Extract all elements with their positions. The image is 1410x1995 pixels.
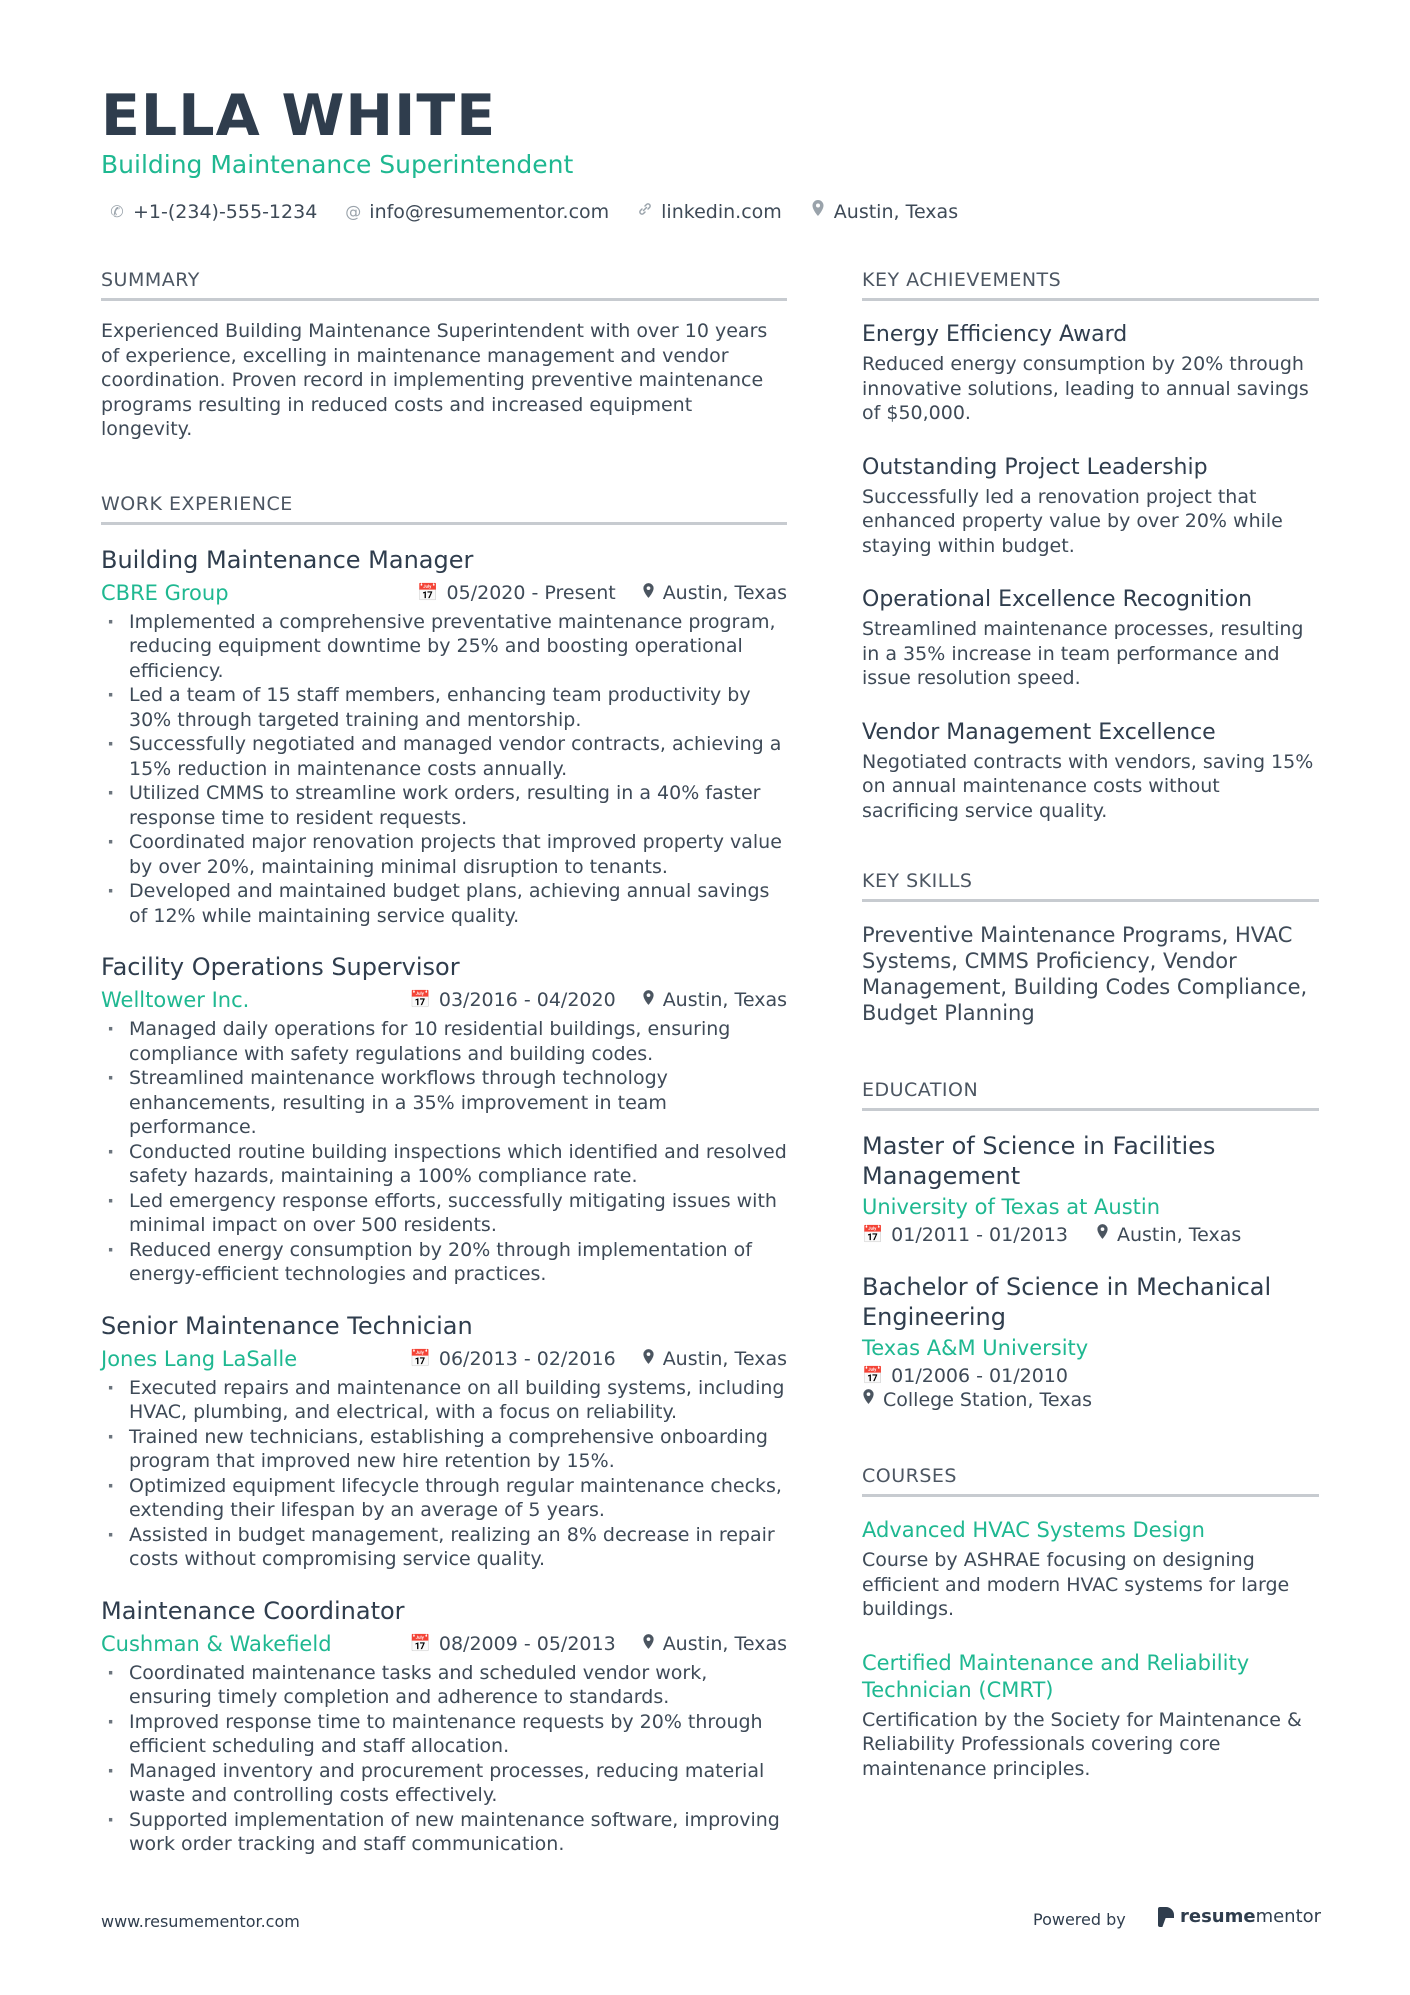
job-dates (410, 1633, 616, 1655)
skills-text: Preventive Maintenance Programs, HVAC Systems, CMMS Proficiency, Vendor Management, Building Codes Compliance, Budget Planning (862, 923, 1308, 1025)
job-bullets (101, 1017, 787, 1287)
job-location (642, 1348, 787, 1370)
education-location (862, 1388, 1319, 1412)
contact-email[interactable] (345, 199, 609, 224)
job-meta (101, 579, 787, 607)
job-bullet: · Executed repairs and maintenance on all building systems, including HVAC, plumbing, and electrical, with a focus on reliability. (101, 1376, 787, 1425)
contact-location-text: Austin, Texas (833, 200, 959, 223)
calendar-icon: 📅 (409, 990, 431, 1010)
location-pin-icon (862, 1388, 875, 1412)
location-pin-icon (642, 582, 655, 604)
achievement-title: Energy Efficiency Award (862, 322, 1128, 347)
candidate-name: ELLA WHITE (101, 83, 497, 149)
summary-heading: SUMMARY (101, 268, 787, 301)
location-pin-icon (1096, 1223, 1109, 1248)
job-title: Senior Maintenance Technician (101, 1311, 473, 1340)
job-bullets (101, 610, 787, 929)
phone-icon: ✆ (110, 201, 124, 221)
job-bullet: · Coordinated maintenance tasks and scheduled vendor work, ensuring timely completion and adherence to standards. (101, 1661, 787, 1710)
job-company: Welltower Inc. (101, 988, 250, 1012)
job-bullet: · Led a team of 15 staff members, enhancing team productivity by 30% through targeted training and mentorship. (101, 683, 787, 732)
job-dates (417, 582, 615, 604)
job-entry (101, 1311, 787, 1572)
powered-by-label: Powered by (1033, 1910, 1126, 1929)
location-pin-icon (642, 1348, 655, 1370)
location-pin-icon (642, 1633, 655, 1655)
job-location-text: Austin, Texas (662, 581, 787, 604)
footer-url[interactable]: www.resumementor.com (101, 1912, 300, 1931)
candidate-title: Building Maintenance Superintendent (101, 150, 574, 179)
job-dates-text: 08/2009 - 05/2013 (438, 1632, 616, 1655)
job-bullet: · Coordinated major renovation projects that improved property value by over 20%, maintaining minimal disruption to tenants. (101, 830, 787, 879)
education-degree: Master of Science in Facilities Management (862, 1132, 1216, 1190)
job-dates-text: 03/2016 - 04/2020 (438, 989, 616, 1011)
education-dates-text: 01/2006 - 01/2010 (891, 1365, 1068, 1387)
education-dates (862, 1364, 1319, 1388)
achievement-desc: Streamlined maintenance processes, resulting in a 35% increase in team performance and issue resolution speed. (862, 618, 1304, 689)
course-title: Certified Maintenance and Reliability Technician (CMRT) (862, 1650, 1250, 1702)
job-bullet: · Supported implementation of new maintenance software, improving work order tracking and staff communication. (101, 1808, 787, 1857)
job-bullet: · Implemented a comprehensive preventative maintenance program, reducing equipment downtime by 25% and boosting operational efficiency. (101, 610, 787, 684)
contact-phone-text: +1-(234)-555-1234 (133, 200, 318, 223)
job-bullet: · Assisted in budget management, realizing an 8% decrease in repair costs without compromising service quality. (101, 1523, 787, 1572)
job-company: CBRE Group (101, 580, 229, 605)
achievement-item (862, 719, 1319, 824)
calendar-icon: 📅 (862, 1366, 884, 1386)
contact-phone (109, 199, 317, 224)
brand-mark-icon (1158, 1907, 1174, 1927)
job-bullet: · Led emergency response efforts, successfully mitigating issues with minimal impact on over 500 residents. (101, 1189, 787, 1238)
course-desc: Course by ASHRAE focusing on designing efficient and modern HVAC systems for large buildings. (862, 1549, 1290, 1620)
work-experience-heading: WORK EXPERIENCE (101, 492, 787, 525)
education-heading: EDUCATION (862, 1078, 1319, 1111)
education-meta (862, 1364, 1319, 1412)
achievement-desc: Reduced energy consumption by 20% through innovative solutions, leading to annual savings of $50,000. (862, 353, 1309, 424)
contact-linkedin-text[interactable]: linkedin.com (661, 200, 782, 223)
education-school: University of Texas at Austin (862, 1195, 1161, 1219)
education-item (862, 1131, 1319, 1248)
job-company: Jones Lang LaSalle (101, 1346, 298, 1371)
job-dates-text: 05/2020 - Present (446, 581, 616, 604)
key-skills-heading: KEY SKILLS (862, 869, 1319, 902)
calendar-icon: 📅 (409, 1348, 431, 1369)
left-column (101, 268, 787, 1857)
at-icon: @ (345, 201, 362, 221)
education-location (1096, 1223, 1241, 1248)
job-bullet: · Improved response time to maintenance requests by 20% through efficient scheduling and staff allocation. (101, 1710, 787, 1759)
job-meta (101, 986, 787, 1014)
achievement-item (862, 586, 1319, 691)
job-location-text: Austin, Texas (662, 989, 787, 1011)
achievement-title: Vendor Management Excellence (862, 719, 1216, 745)
education-dates-text: 01/2011 - 01/2013 (891, 1224, 1068, 1246)
job-location-text: Austin, Texas (662, 1347, 787, 1370)
education-meta (862, 1223, 1319, 1248)
achievement-title: Outstanding Project Leadership (862, 454, 1208, 480)
job-bullet: · Developed and maintained budget plans, achieving annual savings of 12% while maintaining service quality. (101, 879, 787, 928)
calendar-icon: 📅 (409, 1633, 431, 1654)
achievement-item (862, 321, 1319, 426)
job-dates (410, 989, 616, 1011)
education-dates (862, 1223, 1068, 1248)
courses-heading: COURSES (862, 1464, 1319, 1497)
education-location-text: College Station, Texas (883, 1389, 1093, 1411)
job-bullets (101, 1376, 787, 1572)
job-entry (101, 1596, 787, 1857)
contact-bar (109, 199, 958, 224)
job-bullet: · Successfully negotiated and managed vendor contracts, achieving a 15% reduction in maintenance costs annually. (101, 732, 787, 781)
job-meta (101, 1345, 787, 1373)
job-bullet: · Utilized CMMS to streamline work orders, resulting in a 40% faster response time to resident requests. (101, 781, 787, 830)
achievement-title: Operational Excellence Recognition (862, 587, 1253, 612)
job-bullet: · Streamlined maintenance workflows through technology enhancements, resulting in a 35% improvement in team performance. (101, 1066, 787, 1140)
job-dates (410, 1348, 616, 1370)
contact-linkedin[interactable] (637, 199, 782, 224)
education-item (862, 1272, 1319, 1412)
job-bullet: · Conducted routine building inspections which identified and resolved safety hazards, maintaining a 100% compliance rate. (101, 1140, 787, 1189)
job-entry (101, 545, 787, 929)
job-company: Cushman & Wakefield (101, 1631, 332, 1656)
location-pin-icon (810, 199, 826, 224)
key-achievements-heading: KEY ACHIEVEMENTS (862, 268, 1319, 301)
course-item (862, 1650, 1319, 1782)
link-icon (637, 200, 653, 224)
course-item (862, 1517, 1319, 1622)
job-bullet: · Managed inventory and procurement processes, reducing material waste and controlling costs effectively. (101, 1759, 787, 1808)
course-desc: Certification by the Society for Maintenance & Reliability Professionals covering core maintenance principles. (862, 1708, 1302, 1780)
job-meta (101, 1630, 787, 1658)
job-title: Maintenance Coordinator (101, 1596, 405, 1625)
job-entry (101, 952, 787, 1287)
brand-name: resumementor (1180, 1906, 1322, 1927)
contact-email-text[interactable]: info@resumementor.com (369, 200, 610, 223)
education-school: Texas A&M University (862, 1336, 1089, 1360)
job-bullets (101, 1661, 787, 1857)
job-dates-text: 06/2013 - 02/2016 (438, 1347, 616, 1370)
job-location-text: Austin, Texas (662, 1632, 787, 1655)
brand-logo[interactable] (1158, 1906, 1321, 1927)
achievement-item (862, 454, 1319, 559)
achievement-desc: Negotiated contracts with vendors, saving 15% on annual maintenance costs without sacrificing service quality. (862, 750, 1314, 822)
job-bullet: · Trained new technicians, establishing a comprehensive onboarding program that improved new hire retention by 15%. (101, 1425, 787, 1474)
job-bullet: · Reduced energy consumption by 20% through implementation of energy-efficient technologies and practices. (101, 1238, 787, 1287)
calendar-icon: 📅 (417, 582, 439, 603)
education-degree: Bachelor of Science in Mechanical Engineering (862, 1273, 1272, 1331)
contact-location (810, 199, 958, 224)
calendar-icon: 📅 (862, 1225, 884, 1245)
job-title: Building Maintenance Manager (101, 545, 474, 574)
job-location (642, 989, 787, 1011)
job-location (642, 582, 787, 604)
job-bullet: · Optimized equipment lifecycle through regular maintenance checks, extending their lifespan by an average of 5 years. (101, 1474, 787, 1523)
job-bullet: · Managed daily operations for 10 residential buildings, ensuring compliance with safety regulations and building codes. (101, 1017, 787, 1066)
job-title: Facility Operations Supervisor (101, 953, 460, 981)
right-column (862, 268, 1319, 1781)
job-location (642, 1633, 787, 1655)
course-title: Advanced HVAC Systems Design (862, 1518, 1205, 1542)
education-location-text: Austin, Texas (1116, 1224, 1242, 1246)
achievement-desc: Successfully led a renovation project that enhanced property value by over 20% while staying within budget. (862, 485, 1283, 557)
location-pin-icon (642, 989, 655, 1011)
summary-text: Experienced Building Maintenance Superintendent with over 10 years of experience, excelling in maintenance management and vendor coordination. Proven record in implementing preventive maintenance programs resulting in reduced costs and increased equipment longevity. (101, 320, 768, 440)
